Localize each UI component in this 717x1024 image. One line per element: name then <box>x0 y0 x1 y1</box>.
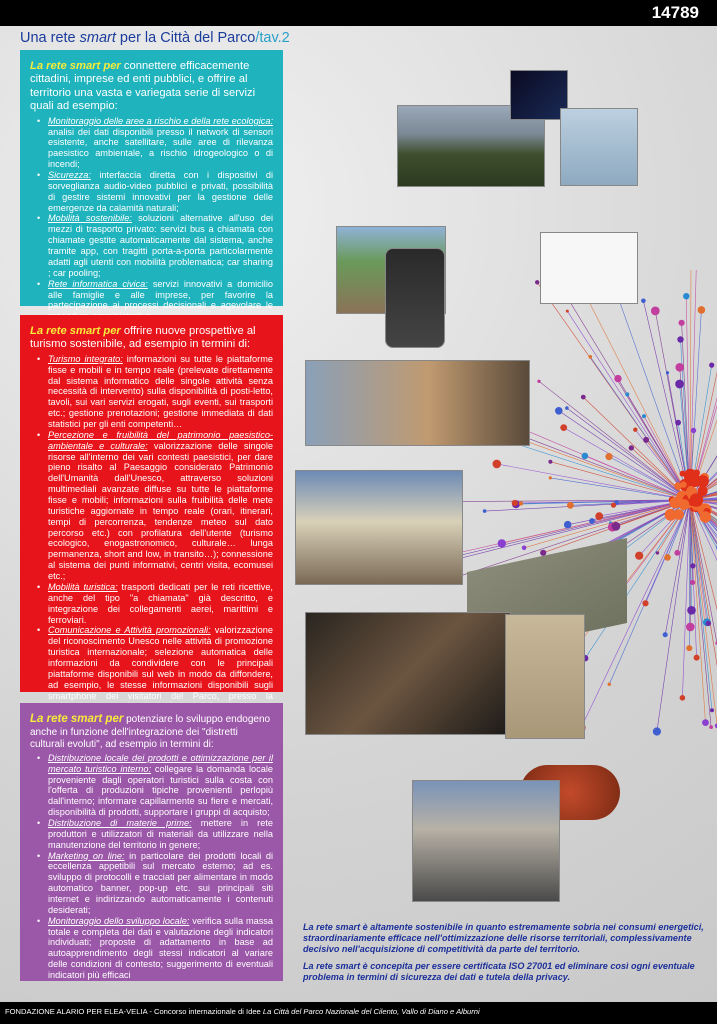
list-item <box>48 753 273 818</box>
network-node <box>549 476 552 479</box>
network-node <box>548 460 552 464</box>
panel-development <box>20 703 283 981</box>
network-node <box>493 460 502 469</box>
network-node <box>512 500 518 506</box>
item-title: Sicurezza: <box>48 170 91 181</box>
page-title <box>20 30 290 46</box>
panel-services-list <box>30 116 273 322</box>
panel-tourism <box>20 315 283 701</box>
footer-mid: - Concorso internazionale di Idee <box>147 1007 263 1016</box>
network-node <box>709 363 714 368</box>
item-title: Distribuzione locale dei prodotti e ottimizzazione per il mercato turistico interno: <box>48 752 273 774</box>
network-link <box>690 287 717 500</box>
item-text: informazioni su tutte le piattaforme fisse e mobili e in tempo reale (prelevate direttamente dal sistema informatico delle singole attività senza necessità di intervento) sulla disponibilità di posti-letto, tavoli, sui vari servizi erogati, sugli eventi, sui trasporti etc.; gestione prenotazioni; gestione immediata di dati statistici per gli enti competenti… <box>48 353 273 430</box>
item-title: Distribuzione di materie prime: <box>48 817 192 828</box>
network-link <box>682 500 690 698</box>
network-node <box>675 420 681 426</box>
network-node <box>589 355 593 359</box>
network-node <box>589 518 595 524</box>
network-core-node <box>687 486 695 494</box>
item-title: Percezione e fruibilità del patrimonio paesistico-ambientale e culturale: <box>48 429 273 451</box>
item-title: Marketing on line: <box>48 850 125 861</box>
touchscreen-woman-photo <box>540 232 638 304</box>
terrace-sea-photo <box>412 780 560 902</box>
item-text: interfaccia diretta con i dispositivi di sorveglianza audio-video pubblici e privati, possibilità di gestire sistemi innovativi per la gestione delle emergenze da calamità naturali; <box>48 170 273 213</box>
network-node <box>566 310 569 313</box>
network-link <box>497 464 690 500</box>
panel-development-list <box>30 753 273 981</box>
panel-development-intro: potenziare lo sviluppo endogeno anche in funzione dell'integrazione dei "distretti culturali evoluti", ad esempio in termini di: <box>30 714 271 750</box>
list-item <box>48 116 273 170</box>
item-text: soluzioni alternative all'uso dei mezzi di trasporto privato: servizi bus a chiamata con chiamate gestite automaticamente dal sistema, anche tramite app, con tragitti porta-a-porta particolarmente adatti agli utenti con mobilità problematica; car sharing ; car pooling; <box>48 213 273 278</box>
item-text: analisi dei dati disponibili presso il network di sensori esistente, anche satellitare, sulle aree di rilevanza paesistico ambientale, a rischio idrogeologico o di incendi; <box>48 126 273 170</box>
item-text: valorizzazione delle singole risorse all'interno dei vari contesti paesistici, per dare pieno risalto al Paesaggio considerato Patrimonio dell'Umanità dall'Unesco, attraverso soluzioni multimediali avanzate diffuse su tutte le piattaforme fisse e mobili; informazioni sulla fruibilità delle mete turistiche aggiornate in tempo reale (orari, itinerari, tempi di percorrenza, tendenze meteo sul dato percorso etc.) con profilatura dell'utente (turismo ecologico, enogastronomico, culturale… lunga permanenza, short and low, in transito…); connessione al sistema dei punti informativi, centri visita, ecomusei etc.; <box>48 440 273 582</box>
network-node <box>651 307 660 316</box>
network-node <box>537 380 540 383</box>
archaeology-plans-photo <box>505 614 585 739</box>
network-node <box>564 521 572 529</box>
network-node <box>629 445 634 450</box>
item-text: trasporti dedicati per le reti ricettive, anche del tipo "a chiamata" già descritto, e integrazione dei collegamenti aerei, marittimi e ferroviari. <box>48 581 273 625</box>
network-link <box>690 500 712 710</box>
footer-org: FONDAZIONE ALARIO PER ELEA-VELIA <box>5 1007 148 1016</box>
network-link <box>690 288 717 500</box>
caption-paragraph-2: La rete smart è concepita per essere certificata ISO 27001 ed eliminare così ogni eventuale problema in termini di sicurezza dei dati e tutela della privacy. <box>303 960 695 982</box>
network-node <box>691 428 696 433</box>
network-node <box>612 522 621 531</box>
network-link <box>690 270 717 500</box>
network-node <box>605 453 612 460</box>
child-laptop-photo <box>305 612 511 735</box>
list-item <box>48 354 273 430</box>
network-node <box>653 727 661 735</box>
panel-tourism-lead <box>30 325 273 352</box>
smartphone-photo <box>385 248 445 348</box>
network-node <box>498 539 506 547</box>
network-core-node <box>674 482 682 490</box>
sustainability-caption <box>303 922 708 989</box>
network-node <box>686 623 695 632</box>
panel-tourism-list <box>30 354 273 712</box>
item-title: Rete informatica civica: <box>48 278 148 289</box>
network-node <box>642 600 648 606</box>
item-text: servizi innovativi a domicilio alle famiglie e alle imprese, per favorire la partecipazione ai processi decisionali e agevolare le <box>48 278 273 311</box>
network-node <box>560 424 567 431</box>
network-node <box>582 453 589 460</box>
footer <box>0 1002 717 1024</box>
panel-development-lead <box>30 713 273 751</box>
top-bar <box>0 0 717 26</box>
item-title: Monitoraggio delle aree a rischio e della rete ecologica: <box>48 115 273 126</box>
network-core-node <box>679 499 690 510</box>
item-text: mettere in rete produttori e utilizzatori di materiali da utilizzare nella manutenzione del territorio in genere; <box>48 817 273 850</box>
network-node <box>635 552 643 560</box>
network-link <box>539 381 690 500</box>
panel-services-lead <box>30 60 273 114</box>
network-core-node <box>697 475 709 487</box>
item-title: Mobilità sostenibile: <box>48 213 132 224</box>
network-node <box>677 336 683 342</box>
project-code: 14789 <box>651 3 699 22</box>
network-core-node <box>690 493 704 507</box>
panel-tourism-highlight: La rete smart per <box>30 325 121 337</box>
network-node <box>611 503 616 508</box>
network-node <box>710 708 714 712</box>
network-node <box>674 550 680 556</box>
network-node <box>614 375 621 382</box>
network-node <box>687 606 696 615</box>
list-item <box>48 625 273 712</box>
panel-services <box>20 50 283 311</box>
network-core-node <box>700 511 711 522</box>
item-text: verifica sulla massa totale e completa dei dati e valutazione degli indicatori individuati; proposte di adattamento in base ad autoapprendimento degli stessi indicatori al variare delle condizioni di contesto; suggerimento di eventuali indicatori più efficaci <box>48 915 274 980</box>
network-node <box>675 363 684 372</box>
title-tav: /tav.2 <box>255 30 290 46</box>
network-node <box>625 392 629 396</box>
list-item <box>48 818 273 851</box>
network-node <box>683 293 689 299</box>
network-node <box>698 306 706 314</box>
network-node <box>664 554 671 561</box>
list-item <box>48 582 273 625</box>
title-pre: Una rete <box>20 30 80 46</box>
network-link <box>564 428 690 500</box>
title-italic: smart <box>79 30 116 46</box>
network-link <box>517 438 690 500</box>
network-node <box>641 299 646 304</box>
network-node <box>656 551 659 554</box>
network-node <box>702 719 709 726</box>
network-node <box>567 502 574 509</box>
network-node <box>555 407 563 415</box>
network-node <box>595 512 603 520</box>
title-post: per la Città del Parco <box>115 30 256 46</box>
panel-services-intro: connettere efficacemente cittadini, imprese ed enti pubblici, e offrire al territorio una vasta e variegata serie di servizi quali ad esempio: <box>30 60 256 113</box>
network-node <box>675 380 684 389</box>
network-node <box>535 280 539 284</box>
network-core-node <box>684 469 696 481</box>
item-title: Comunicazione e Attività promozionali: <box>48 625 211 636</box>
list-item <box>48 851 273 916</box>
item-text: valorizzazione del riconoscimento Unesco nelle attività di promozione turistica internazionale; selezione automatica delle informazioni da condividere con le principali piattaforme disponibili sul web in modo da diffondere, ad esempio, le stesse informazioni disponibili sugli smartphone dei visitatori del Parco, presso la <box>48 625 273 701</box>
list-item <box>48 213 273 278</box>
list-item <box>48 430 273 582</box>
caption-paragraph-1: La rete smart è altamente sostenibile in quanto estremamente sobria nei consumi energetici, straordinariamente efficace nell'ottimizzazione delle risorse territoriali, complessivamente decisivo nell'acquisizione di competitività da parte del territorio. <box>303 922 704 954</box>
network-node <box>706 621 711 626</box>
network-node <box>686 645 692 651</box>
item-text: collegare la domanda locale proveniente dagli operatori turistici sulla costa con l'offerta di produzioni tipiche provenienti perlopiù dall'interno; informare capillarmente su fiere e mercati, disponibilità di prodotti, supportare i gruppi di acquisto; <box>48 763 273 818</box>
tourism-services-photo <box>305 360 530 446</box>
network-node <box>680 695 686 701</box>
list-item <box>48 170 273 213</box>
network-node <box>709 725 713 729</box>
network-node <box>643 437 649 443</box>
network-node <box>522 546 527 551</box>
panel-development-highlight: La rete smart per <box>30 713 124 725</box>
network-node <box>666 371 669 374</box>
list-item <box>48 916 273 981</box>
network-node <box>565 406 569 410</box>
item-text: in particolare dei prodotti locali di eccellenza appetibili sul mercato esterno; ad es. sviluppo di protocolli e tracciati per alimentare in modo automatico banner, pop-up etc. sui principali siti internet e indirizzando automaticamente i contenuti desiderati; <box>48 850 273 915</box>
network-node <box>690 580 695 585</box>
network-node <box>694 655 700 661</box>
network-link <box>690 280 717 500</box>
network-link <box>559 411 690 500</box>
panel-services-highlight: La rete smart per <box>30 60 121 72</box>
network-core-node <box>680 471 686 477</box>
network-node <box>608 683 611 686</box>
item-title: Turismo integrato: <box>48 353 123 364</box>
network-node <box>519 501 523 505</box>
network-node <box>679 320 685 326</box>
network-node <box>642 414 646 418</box>
item-title: Mobilità turistica: <box>48 581 118 592</box>
network-node <box>663 632 668 637</box>
firefighting-plane-photo <box>560 108 638 186</box>
panel-tourism-intro: offrire nuove prospettive al turismo sostenibile, ad esempio in termini di: <box>30 325 256 351</box>
footer-contest: La Città del Parco Nazionale del Cilento, Vallo di Diano e Alburni <box>262 1007 480 1016</box>
network-node <box>483 509 487 513</box>
tablet-temple-photo <box>295 470 463 585</box>
network-node <box>633 428 637 432</box>
item-title: Monitoraggio dello sviluppo locale: <box>48 915 190 926</box>
network-node <box>690 563 695 568</box>
network-node <box>581 395 586 400</box>
network-core-node <box>665 509 677 521</box>
network-link <box>588 301 690 501</box>
